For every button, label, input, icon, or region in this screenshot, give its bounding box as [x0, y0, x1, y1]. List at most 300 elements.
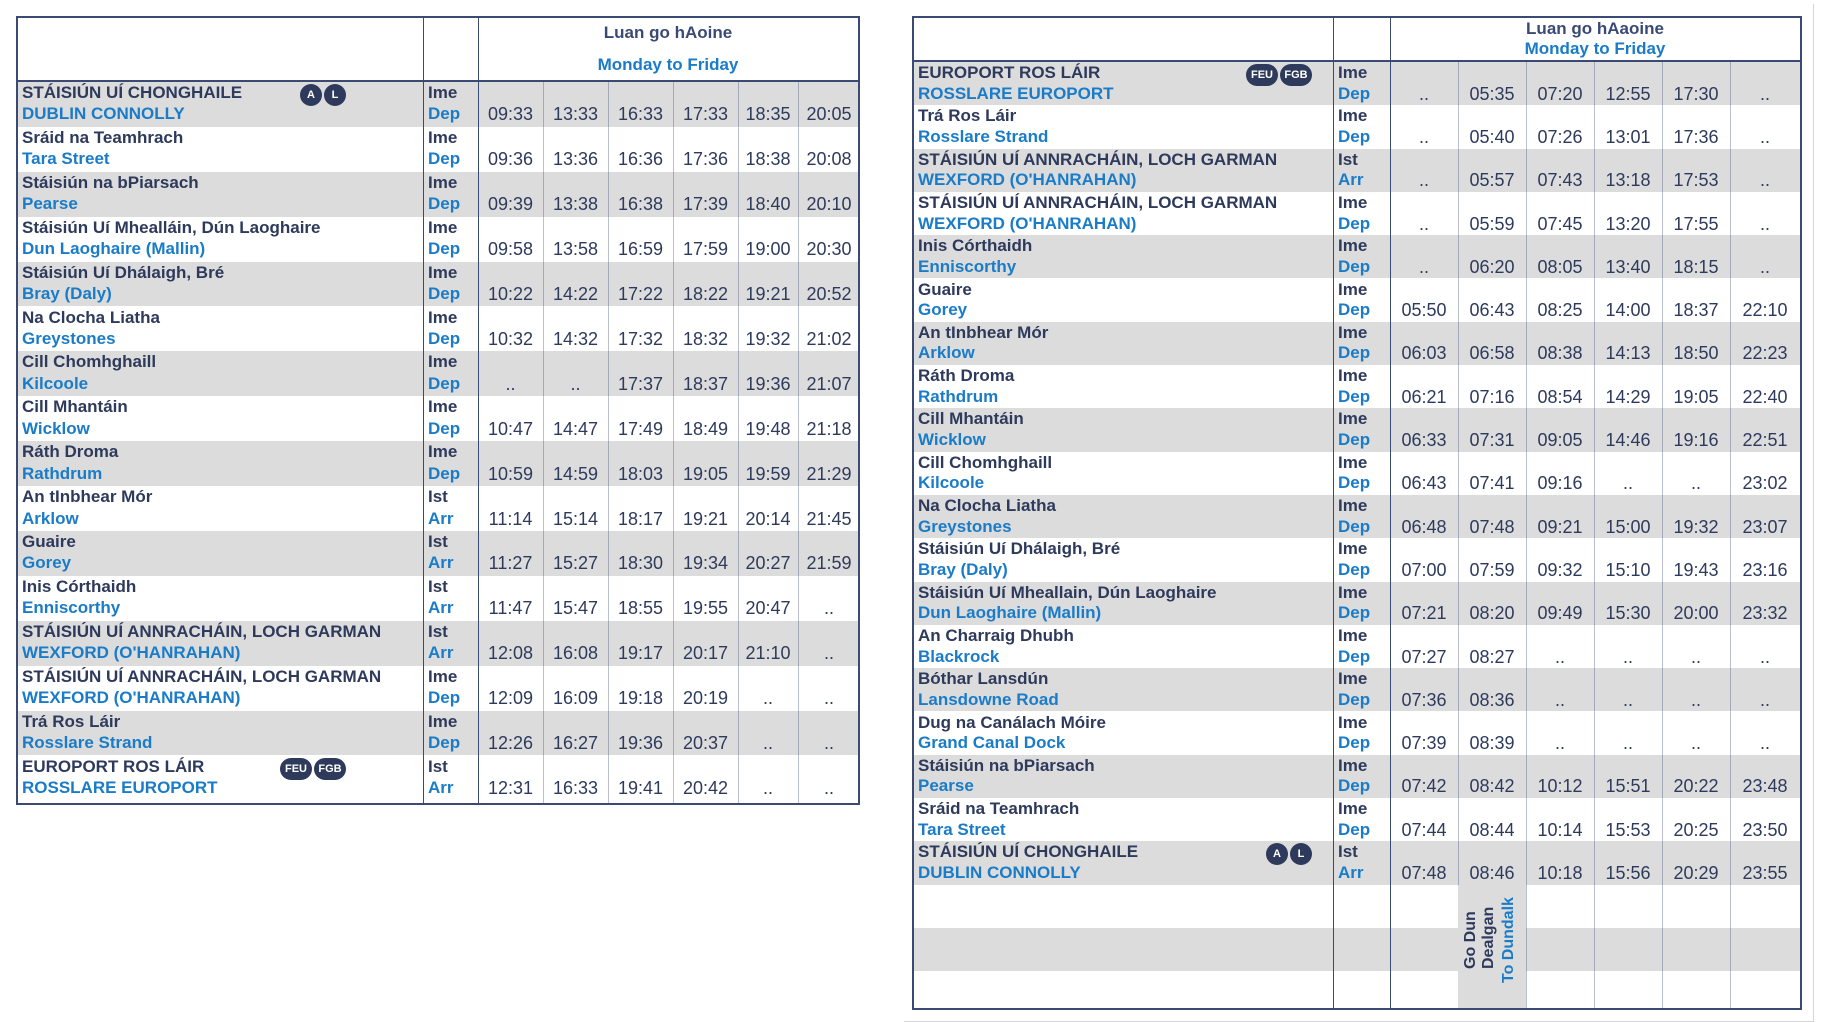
departure-time: 14:59: [552, 463, 599, 484]
station-name-irish: STÁISIÚN UÍ ANNRACHÁIN, LOCH GARMAN: [22, 621, 382, 641]
departure-time: 17:36: [1673, 126, 1719, 147]
departure-time: ..: [505, 373, 516, 394]
station-name-english: Kilcoole: [918, 473, 985, 493]
station-row: [914, 798, 1800, 841]
departure-time: 12:08: [487, 643, 534, 664]
departure-time: 20:22: [1673, 776, 1719, 797]
service-badge-icon: L: [324, 84, 346, 106]
departure-time: ..: [1622, 473, 1633, 494]
departure-time: ..: [1554, 733, 1565, 754]
departure-time: 20:19: [682, 688, 729, 709]
departure-time: 11:14: [488, 508, 533, 529]
departure-time: 17:53: [1673, 170, 1719, 191]
departure-label-irish: Ist: [428, 532, 448, 551]
departure-label-english: Dep: [428, 104, 461, 124]
station-name-irish: Na Clocha Liatha: [918, 496, 1056, 515]
departure-time: 15:27: [552, 553, 599, 574]
departure-time: 08:38: [1537, 343, 1583, 364]
service-badge-icon: A: [300, 84, 322, 106]
departure-time: 19:48: [745, 418, 791, 439]
departure-time: 06:43: [1401, 473, 1447, 494]
departure-time: 07:27: [1401, 646, 1447, 667]
departure-time: 06:20: [1469, 256, 1515, 277]
departure-label-irish: Ime: [428, 442, 458, 462]
departure-label-irish: Ime: [428, 711, 458, 731]
station-row: [914, 495, 1800, 538]
departure-time: ..: [1759, 170, 1770, 191]
station-row: [18, 486, 858, 531]
departure-time: 08:25: [1537, 300, 1583, 321]
station-row: [18, 262, 858, 307]
station-name-english: ROSSLARE EUROPORT: [918, 83, 1114, 103]
departure-time: 12:55: [1605, 83, 1651, 104]
time-column-divider: [798, 82, 799, 803]
station-row: [914, 149, 1800, 192]
station-row: [914, 62, 1800, 105]
departure-time: ..: [1690, 473, 1701, 494]
station-name-english: WEXFORD (O'HANRAHAN): [918, 213, 1137, 233]
departure-time: 10:18: [1537, 863, 1583, 884]
time-column-divider: [1662, 62, 1663, 1008]
station-name-english: Wicklow: [918, 430, 986, 450]
departure-time: 18:40: [745, 194, 791, 215]
departure-time: 08:44: [1469, 819, 1515, 840]
departure-time: 05:40: [1469, 126, 1515, 147]
departure-time: 13:36: [552, 149, 599, 170]
departure-time: 10:59: [487, 463, 534, 484]
departure-time: 11:47: [488, 598, 533, 619]
departure-label-english: Dep: [428, 194, 461, 214]
departure-time: 14:32: [552, 328, 599, 349]
time-column-divider: [1594, 62, 1595, 1008]
departure-label-english: Dep: [428, 733, 461, 753]
timetable-dublin-to-rosslare: [16, 16, 860, 805]
timetable-rosslare-to-dublin: [912, 16, 1802, 1010]
departure-time: 18:50: [1673, 343, 1719, 364]
days-label-irish: Luan go hAaoine: [1526, 19, 1664, 38]
time-column-divider: [673, 82, 674, 803]
departure-time: 18:38: [745, 149, 791, 170]
departure-label-english: Dep: [1338, 819, 1371, 839]
footnote-irish: Go Dun Dealgan: [1462, 906, 1497, 969]
departure-label-english: Dep: [1338, 213, 1371, 233]
service-badge-icon: FEU: [280, 758, 312, 780]
departure-label-english: Dep: [428, 418, 461, 438]
departure-time: ..: [1759, 126, 1770, 147]
departure-time: ..: [1554, 646, 1565, 667]
departure-label-irish: Ime: [1338, 106, 1368, 126]
departure-label-irish: Ist: [428, 621, 448, 641]
station-row: [18, 127, 858, 172]
departure-time: 17:37: [617, 373, 664, 394]
departure-time: 14:13: [1605, 343, 1651, 364]
departure-time: 21:29: [806, 463, 852, 484]
time-column-divider: [738, 82, 739, 803]
station-name-irish: STÁISIÚN UÍ ANNRACHÁIN, LOCH GARMAN: [918, 149, 1278, 169]
departure-label-english: Dep: [428, 328, 461, 348]
departure-time: 22:51: [1742, 430, 1788, 451]
departure-time: 18:03: [617, 463, 664, 484]
departure-label-irish: Ime: [1338, 192, 1368, 212]
station-name-irish: Cill Mhantáin: [918, 409, 1024, 429]
departure-label-irish: Ist: [1338, 842, 1358, 862]
departure-time: 05:50: [1401, 300, 1447, 321]
departure-time: 10:32: [487, 328, 534, 349]
departure-label-irish: Ime: [1338, 669, 1368, 689]
departure-time: 10:14: [1537, 819, 1583, 840]
departure-time: 20:10: [806, 194, 852, 215]
departure-time: ..: [1759, 689, 1770, 710]
departure-label-irish: Ime: [1338, 63, 1368, 82]
departure-time: 08:42: [1469, 776, 1515, 797]
departure-time: 06:21: [1401, 386, 1447, 407]
station-name-irish: STÁISIÚN UÍ CHONGHAILE: [22, 83, 243, 102]
departure-time: 20:00: [1673, 603, 1719, 624]
departure-time: 13:33: [552, 104, 599, 125]
departure-label-irish: Ime: [428, 307, 458, 327]
departure-time: 13:38: [552, 194, 599, 215]
departure-time: ..: [823, 643, 834, 664]
departure-time: ..: [823, 733, 834, 754]
service-badge-icon: FGB: [314, 758, 346, 780]
departure-time: ..: [1690, 646, 1701, 667]
departure-label-english: Dep: [1338, 473, 1371, 493]
departure-time: 07:39: [1401, 733, 1447, 754]
departure-time: 06:43: [1469, 300, 1515, 321]
departure-time: ..: [1418, 213, 1429, 234]
departure-time: 07:00: [1401, 559, 1447, 580]
departure-label-english: Dep: [1338, 343, 1371, 363]
departure-time: 06:48: [1401, 516, 1447, 537]
station-name-irish: Sráid na Teamhrach: [22, 127, 184, 147]
departure-time: 21:07: [806, 373, 852, 394]
departure-time: 23:48: [1742, 776, 1788, 797]
time-column-divider: [543, 82, 544, 803]
departure-time: 20:37: [682, 733, 729, 754]
departure-time: 09:16: [1537, 473, 1583, 494]
days-label-english: Monday to Friday: [1524, 39, 1666, 58]
station-row: [914, 712, 1800, 755]
station-name-english: ROSSLARE EUROPORT: [22, 777, 218, 797]
station-name-irish: Na Clocha Liatha: [22, 307, 160, 327]
departure-time: 16:33: [617, 104, 664, 125]
days-label-irish: Luan go hAoine: [603, 23, 733, 42]
station-name-irish: Ráth Droma: [918, 366, 1015, 386]
departure-time: 07:26: [1537, 126, 1583, 147]
departure-time: 18:37: [682, 373, 729, 394]
departure-time: 13:18: [1605, 170, 1651, 191]
footer-band: [914, 885, 1800, 928]
departure-time: 21:45: [806, 508, 852, 529]
station-row: [18, 172, 858, 217]
departure-time: 23:32: [1742, 603, 1788, 624]
departure-time: 17:22: [617, 284, 664, 305]
departure-time: 20:29: [1673, 863, 1719, 884]
station-row: [914, 192, 1800, 235]
departure-label-english: Dep: [428, 149, 461, 169]
timetable-header: [914, 18, 1800, 62]
departure-time: 19:17: [617, 643, 664, 664]
station-name-irish: Bóthar Lansdún: [918, 669, 1049, 689]
departure-time: 17:32: [617, 328, 664, 349]
departure-label-irish: Ime: [1338, 409, 1368, 429]
station-row: [18, 396, 858, 441]
footnote-english: To Dundalk: [1500, 896, 1517, 983]
station-name-english: Tara Street: [918, 819, 1006, 839]
departure-time: ..: [1759, 213, 1770, 234]
departure-label-english: Dep: [1338, 430, 1371, 450]
station-name-english: Rathdrum: [22, 463, 103, 483]
departure-time: 16:27: [552, 733, 599, 754]
station-name-irish: Inis Córthaidh: [918, 236, 1033, 256]
departure-time: 16:36: [617, 149, 664, 170]
departure-time: 20:17: [682, 643, 729, 664]
time-column-divider: [608, 82, 609, 803]
station-row: [914, 322, 1800, 365]
departure-time: 10:12: [1537, 776, 1583, 797]
station-name-irish: Stáisiún na bPiarsach: [22, 172, 199, 192]
departure-label-english: Arr: [428, 643, 454, 663]
footer-band: [914, 928, 1800, 971]
departure-time: 23:55: [1742, 863, 1788, 884]
departure-time: 05:57: [1469, 170, 1515, 191]
station-name-english: Gorey: [918, 300, 968, 320]
station-name-irish: Stáisiún Uí Dhálaigh, Bré: [22, 262, 225, 282]
station-name-irish: STÁISIÚN UÍ ANNRACHÁIN, LOCH GARMAN: [918, 192, 1278, 212]
station-row: [914, 408, 1800, 451]
departure-label-irish: Ime: [1338, 496, 1368, 515]
departure-time: 09:49: [1537, 603, 1583, 624]
departure-label-english: Dep: [1338, 603, 1371, 623]
station-name-english: Rosslare Strand: [918, 126, 1049, 146]
departure-time: 07:16: [1469, 386, 1515, 407]
service-badge-icon: A: [1266, 843, 1288, 865]
station-name-english: Arklow: [918, 343, 975, 363]
departure-label-english: Dep: [428, 239, 461, 259]
station-name-english: Lansdowne Road: [918, 689, 1059, 709]
departure-time: 20:27: [745, 553, 791, 574]
station-row: [914, 538, 1800, 581]
departure-time: 19:00: [745, 239, 791, 260]
departure-time: ..: [570, 373, 581, 394]
departure-label-english: Dep: [1338, 559, 1371, 579]
departure-time: 19:43: [1673, 559, 1719, 580]
departure-time: 15:30: [1605, 603, 1651, 624]
departure-label-irish: Ime: [428, 172, 458, 192]
column-divider: [1333, 18, 1334, 1008]
departure-label-irish: Ist: [428, 576, 448, 596]
departure-time: 10:47: [487, 418, 534, 439]
departure-label-irish: Ime: [1338, 625, 1368, 645]
departure-time: ..: [823, 688, 834, 709]
service-badge-icon: FGB: [1280, 64, 1312, 86]
departure-label-english: Dep: [1338, 646, 1371, 666]
departure-time: 08:20: [1469, 603, 1515, 624]
station-name-irish: Guaire: [22, 532, 76, 551]
departure-time: ..: [1418, 126, 1429, 147]
station-row: [18, 82, 858, 127]
departure-label-english: Dep: [1338, 300, 1371, 320]
departure-label-english: Arr: [1338, 863, 1364, 883]
column-divider: [423, 18, 424, 803]
station-name-irish: Trá Ros Láir: [918, 106, 1017, 126]
departure-label-irish: Ime: [1338, 712, 1368, 732]
station-name-english: Pearse: [918, 776, 974, 796]
station-name-english: WEXFORD (O'HANRAHAN): [22, 643, 241, 663]
departure-time: 22:23: [1742, 343, 1788, 364]
column-divider: [1390, 18, 1391, 1008]
departure-time: 07:44: [1401, 819, 1447, 840]
departure-time: ..: [823, 777, 834, 798]
departure-time: 18:32: [682, 328, 729, 349]
departure-time: 17:33: [682, 104, 729, 125]
station-name-irish: Trá Ros Láir: [22, 711, 121, 731]
departure-label-english: Dep: [428, 284, 461, 304]
station-name-english: DUBLIN CONNOLLY: [22, 104, 185, 124]
departure-time: ..: [762, 777, 773, 798]
departure-time: 23:50: [1742, 819, 1788, 840]
departure-label-english: Dep: [1338, 386, 1371, 406]
station-row: [18, 441, 858, 486]
departure-time: ..: [823, 598, 834, 619]
departure-time: 17:30: [1673, 83, 1719, 104]
station-name-english: Arklow: [22, 508, 79, 528]
station-row: [914, 668, 1800, 711]
station-row: [914, 625, 1800, 668]
departure-time: 16:59: [617, 239, 664, 260]
departure-time: 20:52: [806, 284, 852, 305]
departure-time: ..: [1418, 83, 1429, 104]
departure-label-irish: Ist: [428, 487, 448, 507]
station-name-irish: Sráid na Teamhrach: [918, 799, 1080, 819]
departure-label-english: Dep: [428, 688, 461, 708]
departure-label-english: Dep: [428, 463, 461, 483]
departure-label-english: Arr: [428, 508, 454, 528]
departure-time: 19:34: [682, 553, 729, 574]
departure-time: ..: [1759, 733, 1770, 754]
station-row: [18, 217, 858, 262]
departure-time: 16:08: [552, 643, 599, 664]
departure-time: 08:54: [1537, 386, 1583, 407]
departure-time: 07:43: [1537, 170, 1583, 191]
departure-label-english: Dep: [1338, 776, 1371, 796]
departure-label-english: Arr: [428, 598, 454, 618]
departure-time: 07:42: [1401, 776, 1447, 797]
service-badge-icon: L: [1290, 843, 1312, 865]
departure-time: ..: [1759, 646, 1770, 667]
station-name-irish: EUROPORT ROS LÁIR: [22, 756, 205, 776]
departure-time: 22:10: [1742, 300, 1788, 321]
departure-time: 18:35: [745, 104, 791, 125]
departure-time: ..: [762, 688, 773, 709]
departure-time: 19:16: [1673, 430, 1719, 451]
departure-time: 21:59: [806, 553, 852, 574]
departure-time: 19:05: [682, 463, 729, 484]
station-name-english: Greystones: [22, 328, 116, 348]
departure-label-english: Dep: [1338, 689, 1371, 709]
departure-time: ..: [1690, 689, 1701, 710]
departure-time: 23:07: [1742, 516, 1788, 537]
departure-time: 20:42: [682, 777, 729, 798]
departure-label-english: Arr: [1338, 170, 1364, 190]
station-row: [18, 307, 858, 352]
departure-time: 09:33: [487, 104, 534, 125]
departure-time: 20:14: [745, 508, 791, 529]
departure-time: 05:59: [1469, 213, 1515, 234]
departure-time: 07:20: [1537, 83, 1583, 104]
departure-time: 11:27: [488, 553, 533, 574]
station-name-english: Rosslare Strand: [22, 733, 153, 753]
station-row: [18, 351, 858, 396]
departure-time: 08:27: [1469, 646, 1515, 667]
station-row: [18, 576, 858, 621]
station-name-english: Tara Street: [22, 149, 110, 169]
station-name-english: Kilcoole: [22, 373, 89, 393]
departure-label-irish: Ime: [428, 83, 458, 102]
departure-time: 15:10: [1605, 559, 1651, 580]
station-name-english: Blackrock: [918, 646, 1000, 666]
departure-time: 09:32: [1537, 559, 1583, 580]
departure-time: 18:15: [1673, 256, 1719, 277]
departure-time: 15:56: [1605, 863, 1651, 884]
departure-time: 17:59: [682, 239, 729, 260]
departure-label-irish: Ime: [428, 262, 458, 282]
station-name-irish: STÁISIÚN UÍ ANNRACHÁIN, LOCH GARMAN: [22, 666, 382, 686]
departure-label-irish: Ime: [1338, 582, 1368, 602]
departure-time: ..: [1759, 83, 1770, 104]
departure-time: 13:40: [1605, 256, 1651, 277]
departure-time: 09:36: [487, 149, 534, 170]
station-row: [18, 666, 858, 711]
departure-time: 17:49: [617, 418, 664, 439]
departure-time: 19:32: [745, 328, 791, 349]
departure-label-irish: Ist: [428, 756, 448, 776]
station-name-english: Greystones: [918, 516, 1012, 536]
departure-time: 08:39: [1469, 733, 1515, 754]
station-name-irish: An Charraig Dhubh: [918, 625, 1074, 645]
time-column-divider: [1730, 62, 1731, 1008]
departure-label-irish: Ime: [428, 352, 458, 372]
departure-label-english: Arr: [428, 553, 454, 573]
departure-time: 21:02: [806, 328, 852, 349]
departure-time: 14:46: [1605, 430, 1651, 451]
departure-time: 17:39: [682, 194, 729, 215]
departure-time: 09:58: [487, 239, 534, 260]
departure-label-english: Dep: [1338, 83, 1371, 103]
station-name-irish: Stáisiún Uí Dhálaigh, Bré: [918, 539, 1121, 559]
station-name-irish: Stáisiún na bPiarsach: [918, 755, 1095, 775]
station-row: [914, 582, 1800, 625]
station-name-english: Grand Canal Dock: [918, 733, 1066, 753]
departure-time: 16:38: [617, 194, 664, 215]
departure-time: ..: [1622, 689, 1633, 710]
departure-time: 19:59: [745, 463, 791, 484]
station-row: [18, 621, 858, 666]
station-name-english: Dun Laoghaire (Mallin): [22, 239, 206, 259]
departure-time: 19:36: [617, 733, 664, 754]
station-name-english: Wicklow: [22, 418, 90, 438]
departure-time: 18:55: [617, 598, 664, 619]
station-name-english: DUBLIN CONNOLLY: [918, 863, 1081, 883]
departure-time: ..: [1418, 170, 1429, 191]
station-row: [18, 531, 858, 576]
departure-time: 07:21: [1401, 603, 1447, 624]
departure-time: 20:30: [806, 239, 852, 260]
departure-time: 12:26: [487, 733, 534, 754]
departure-time: 05:35: [1469, 83, 1515, 104]
departure-time: 22:40: [1742, 386, 1788, 407]
departure-time: 19:55: [682, 598, 729, 619]
